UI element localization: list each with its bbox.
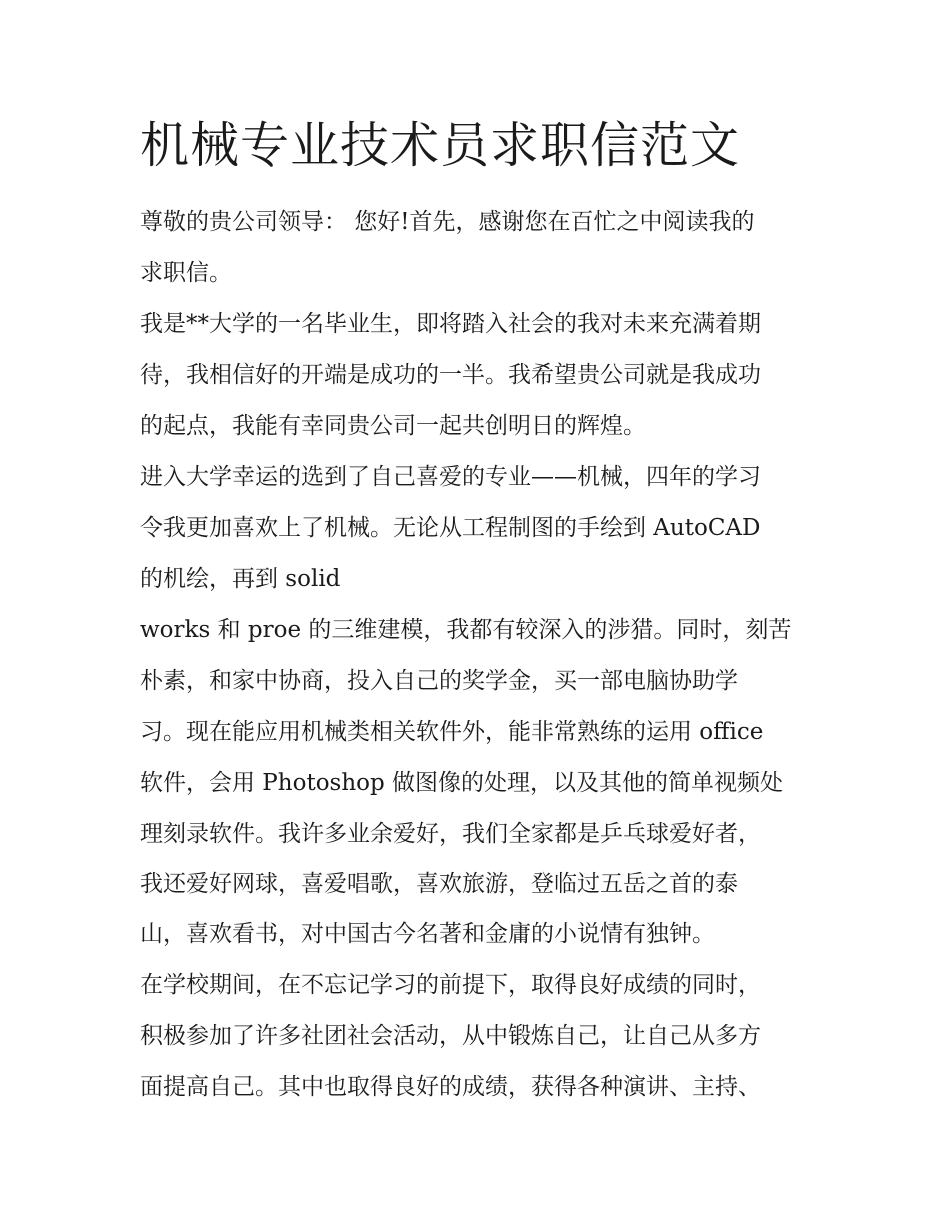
body-line: 的机绘，再到 solid: [140, 566, 341, 592]
body-line: works 和 proe 的三维建模，我都有较深入的涉猎。同时，刻苦: [140, 617, 792, 643]
body-line: 令我更加喜欢上了机械。无论从工程制图的手绘到 AutoCAD: [140, 515, 761, 541]
body-line: 山，喜欢看书，对中国古今名著和金庸的小说情有独钟。: [140, 921, 715, 947]
body-line: 在学校期间，在不忘记学习的前提下，取得良好成绩的同时，: [140, 972, 761, 998]
body-line: 习。现在能应用机械类相关软件外，能非常熟练的运用 office: [140, 719, 764, 745]
body-line: 朴素，和家中协商，投入自己的奖学金，买一部电脑协助学: [140, 668, 738, 694]
body-line: 理刻录软件。我许多业余爱好，我们全家都是乒乓球爱好者，: [140, 821, 761, 847]
body-line: 求职信。: [140, 260, 232, 286]
body-line: 我是**大学的一名毕业生，即将踏入社会的我对未来充满着期: [140, 311, 761, 337]
body-line: 我还爱好网球，喜爱唱歌，喜欢旅游，登临过五岳之首的泰: [140, 871, 738, 897]
body-line: 尊敬的贵公司领导： 您好!首先，感谢您在百忙之中阅读我的: [140, 209, 755, 235]
body-line: 待，我相信好的开端是成功的一半。我希望贵公司就是我成功: [140, 362, 761, 388]
body-line: 进入大学幸运的选到了自己喜爱的专业——机械，四年的学习: [140, 464, 761, 490]
body-line: 面提高自己。其中也取得良好的成绩，获得各种演讲、主持、: [140, 1074, 761, 1100]
document-title: 机械专业技术员求职信范文: [140, 117, 741, 174]
body-line: 软件，会用 Photoshop 做图像的处理，以及其他的简单视频处: [140, 770, 784, 796]
body-line: 的起点，我能有幸同贵公司一起共创明日的辉煌。: [140, 413, 646, 439]
body-line: 积极参加了许多社团社会活动，从中锻炼自己，让自己从多方: [140, 1023, 761, 1049]
